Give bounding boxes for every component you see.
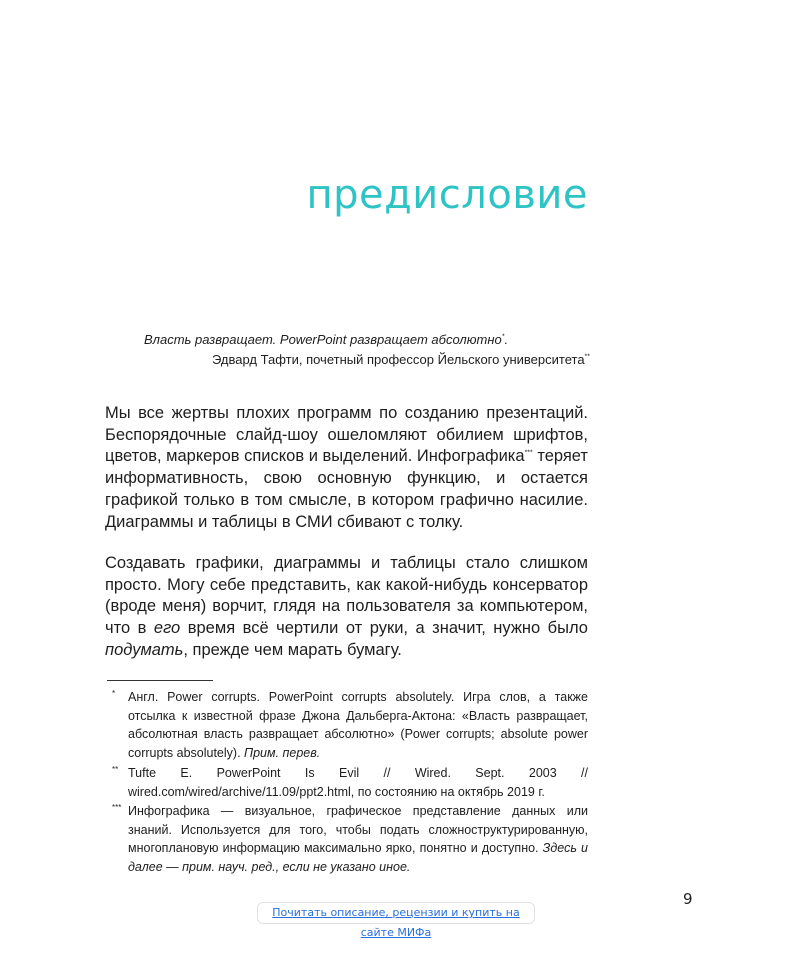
- paragraph-2-text: Создавать графики, диаграммы и таблицы стало слишком просто. Могу себе представить, как какой-нибудь консерватор (вроде меня) ворчит, глядя на пользователя за компьютером, что в: [105, 554, 588, 638]
- footnote-3-note: Здесь и далее — прим. науч. ред., если не указано иное.: [128, 841, 588, 874]
- footnote-2: [112, 764, 588, 801]
- page-title: предисловие: [306, 172, 588, 218]
- epigraph-quote-text: Власть развращает. PowerPoint развращает абсолютно: [144, 332, 502, 347]
- footnote-3-mark: ***: [112, 803, 122, 812]
- footnote-2-body: [128, 764, 588, 801]
- paragraph-2-emphasis-think: подумать: [105, 640, 184, 659]
- footnote-1-text: Англ. Power corrupts. PowerPoint corrupts absolutely. Игра слов, а также отсылка к известной фразе Джона Дальберга-Актона: «Власть развращает, абсолютная власть развращает абсолютно» (Power corrupts; absolute power corrupts absolutely).: [128, 690, 588, 760]
- body-paragraph-1: [105, 403, 588, 533]
- epigraph-quote-end: .: [504, 332, 509, 347]
- footnote-3: [112, 802, 588, 876]
- footnote-2-text: Tufte E. PowerPoint Is Evil // Wired. Sept. 2003 // wired.com/wired/archive/11.09/ppt2.html, по состоянию на октябрь 2019 г.: [128, 766, 588, 799]
- buy-on-mif-link[interactable]: Почитать описание, рецензии и купить на сайте МИФа: [257, 902, 535, 924]
- footnote-1-body: [128, 688, 588, 762]
- epigraph-quote: [144, 330, 590, 350]
- footnote-2-mark: **: [112, 765, 119, 774]
- paragraph-1-text: Мы все жертвы плохих программ по созданию презентаций. Беспорядочные слайд-шоу ошеломляют обилием шрифтов, цветов, маркеров списков и выделений. Инфографика: [105, 404, 588, 466]
- epigraph-quote-footnote-mark: *: [501, 333, 505, 341]
- footnote-3-text: Инфографика — визуальное, графическое представление данных или знаний. Используется для того, чтобы подать сложноструктурированную, многоплановую информацию максимально ярко, понятно и доступно.: [128, 804, 588, 855]
- footnote-3-body: [128, 802, 588, 876]
- paragraph-2-text-continued: время всё чертили от руки, а значит, нужно было: [180, 619, 588, 638]
- body-paragraph-2: [105, 553, 588, 662]
- paragraph-1-footnote-mark: ***: [524, 449, 533, 457]
- paragraph-2-text-end: , прежде чем марать бумагу.: [183, 640, 402, 659]
- page-number: 9: [683, 890, 693, 908]
- epigraph-author-footnote-mark: **: [584, 353, 590, 361]
- paragraph-1-text-continued: теряет информативность, свою основную функцию, и остается графикой только в том смысле, в котором графично насилие. Диаграммы и таблицы в СМИ сбивают с толку.: [105, 447, 588, 531]
- epigraph: [100, 330, 590, 370]
- footnote-1-mark: *: [112, 689, 116, 698]
- footnote-1: [112, 688, 588, 762]
- epigraph-author-text: Эдвард Тафти, почетный профессор Йельского университета: [212, 352, 585, 367]
- footnote-divider: [107, 680, 213, 681]
- footnote-1-note: Прим. перев.: [244, 745, 321, 760]
- paragraph-2-emphasis-his: его: [153, 619, 181, 638]
- epigraph-author: [100, 350, 590, 370]
